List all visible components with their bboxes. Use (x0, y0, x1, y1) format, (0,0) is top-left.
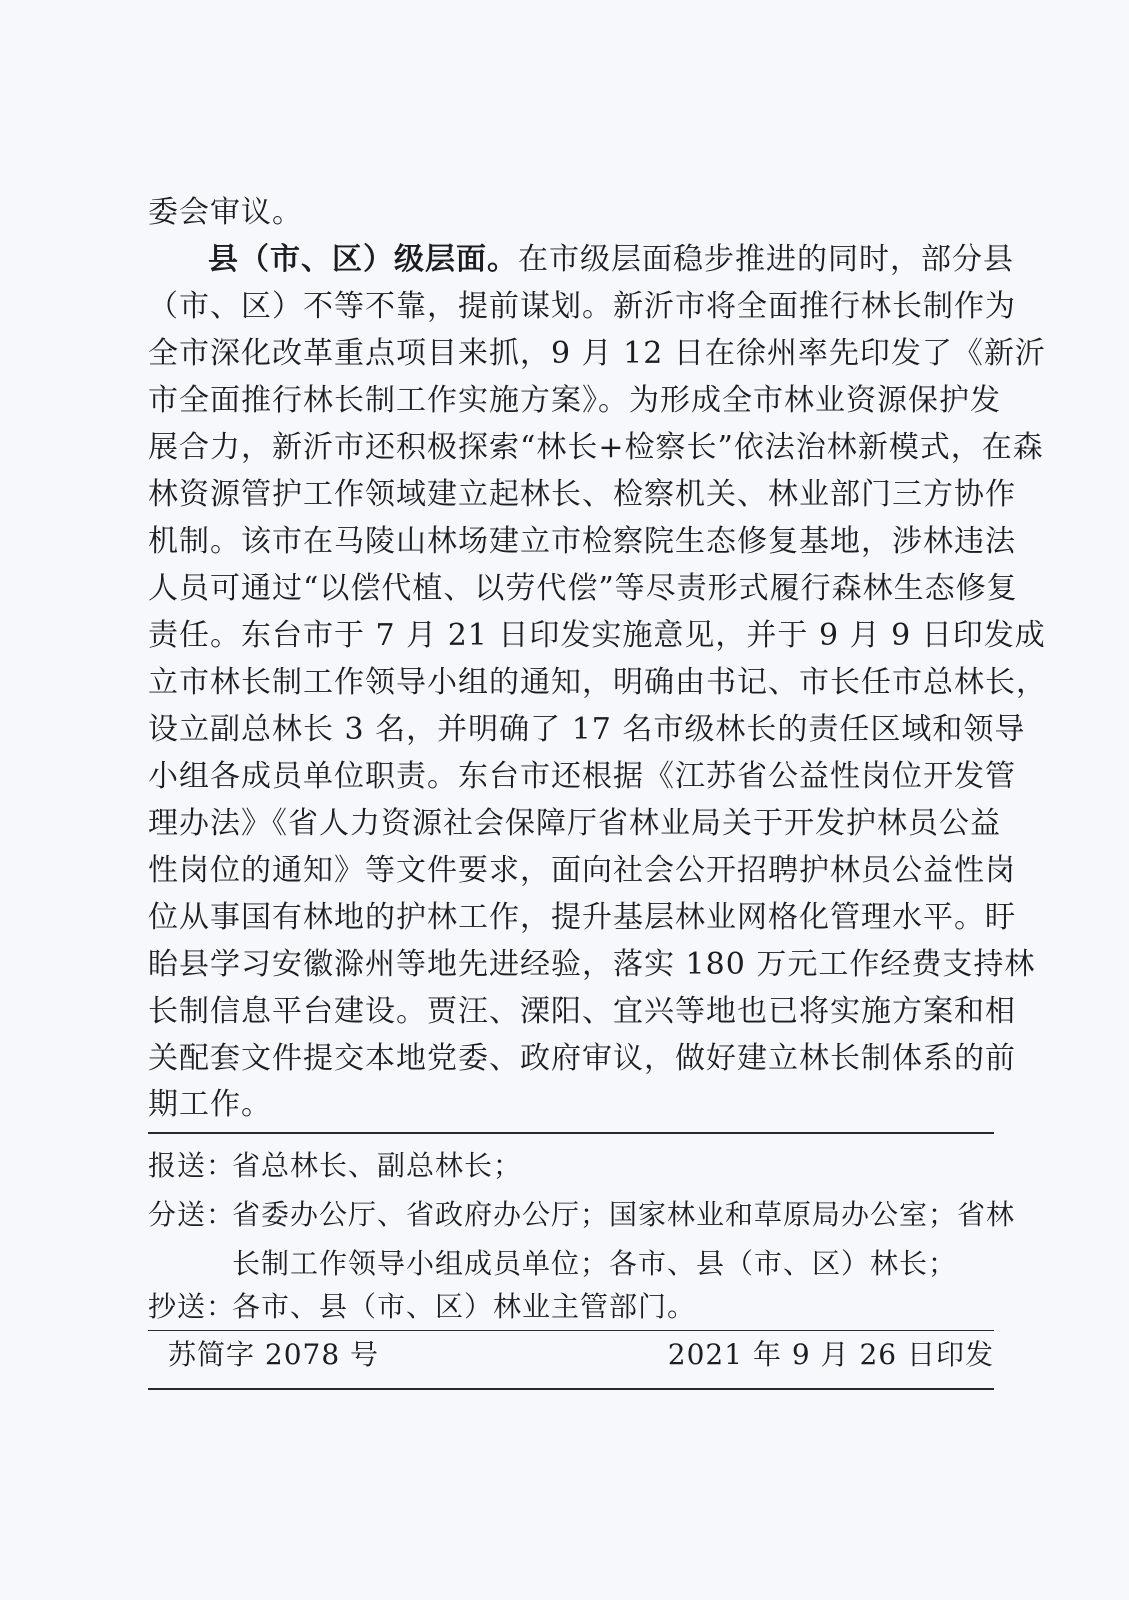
issue-date: 2021 年 9 月 26 日印发 (667, 1338, 994, 1371)
send-label: 分送： (148, 1198, 236, 1231)
body-line: 市全面推行林长制工作实施方案》。为形成全市林业资源保护发 (148, 383, 1001, 418)
body-line: （市、区）不等不靠，提前谋划。新沂市将全面推行林长制作为 (148, 289, 1016, 324)
section-heading: 县（市、区）级层面。 (208, 242, 518, 277)
document-number: 苏简字 2078 号 (168, 1338, 380, 1371)
report-text: 省总林长、副总林长； (232, 1149, 523, 1182)
report-label: 报送： (148, 1149, 236, 1182)
copy-text: 各市、县（市、区）林业主管部门。 (232, 1290, 697, 1323)
send-row (0, 1196, 1129, 1234)
body-line: 展合力，新沂市还积极探索“林长+检察长”依法治林新模式，在森 (148, 430, 1044, 465)
body-text: 在市级层面稳步推进的同时，部分县 (518, 242, 1014, 277)
body-line: 立市林长制工作领导小组的通知，明确由书记、市长任市总林长， (148, 665, 1047, 700)
send-row-continued (0, 1245, 1129, 1283)
body-line: 眙县学习安徽滁州等地先进经验，落实 180 万元工作经费支持林 (148, 947, 1036, 982)
body-line: 委会审议。 (148, 195, 303, 230)
send-text-continued: 长制工作领导小组成员单位；各市、县（市、区）林长； (232, 1247, 958, 1280)
body-line: 机制。该市在马陵山林场建立市检察院生态修复基地，涉林违法 (148, 524, 1016, 559)
send-text: 省委办公厅、省政府办公厅；国家林业和草原局办公室；省林 (232, 1198, 1016, 1231)
body-line: 理办法》《省人力资源社会保障厅省林业局关于开发护林员公益 (148, 806, 1001, 841)
divider-middle (148, 1330, 994, 1331)
body-line: 关配套文件提交本地党委、政府审议，做好建立林长制体系的前 (148, 1041, 1016, 1076)
body-line: 期工作。 (148, 1087, 272, 1122)
body-line: 人员可通过“以偿代植、以劳代偿”等尽责形式履行森林生态修复 (148, 571, 1018, 606)
body-line: 设立副总林长 3 名，并明确了 17 名市级林长的责任区域和领导 (148, 712, 1026, 747)
divider-bottom (148, 1388, 994, 1390)
body-line: 林资源管护工作领域建立起林长、检察机关、林业部门三方协作 (148, 477, 1016, 512)
body-line: 长制信息平台建设。贾汪、溧阳、宜兴等地也已将实施方案和相 (148, 994, 1016, 1029)
body-line: 小组各成员单位职责。东台市还根据《江苏省公益性岗位开发管 (148, 759, 1016, 794)
copy-label: 抄送： (148, 1290, 236, 1323)
divider-top (148, 1132, 994, 1134)
body-line (208, 240, 1014, 280)
body-line: 位从事国有林地的护林工作，提升基层林业网格化管理水平。盱 (148, 900, 1016, 935)
body-line: 性岗位的通知》等文件要求，面向社会公开招聘护林员公益性岗 (148, 853, 1016, 888)
report-row (0, 1147, 1129, 1185)
body-line: 责任。东台市于 7 月 21 日印发实施意见，并于 9 月 9 日印发成 (148, 618, 1046, 653)
body-line: 全市深化改革重点项目来抓，9 月 12 日在徐州率先印发了《新沂 (148, 336, 1046, 371)
copy-row (0, 1288, 1129, 1326)
